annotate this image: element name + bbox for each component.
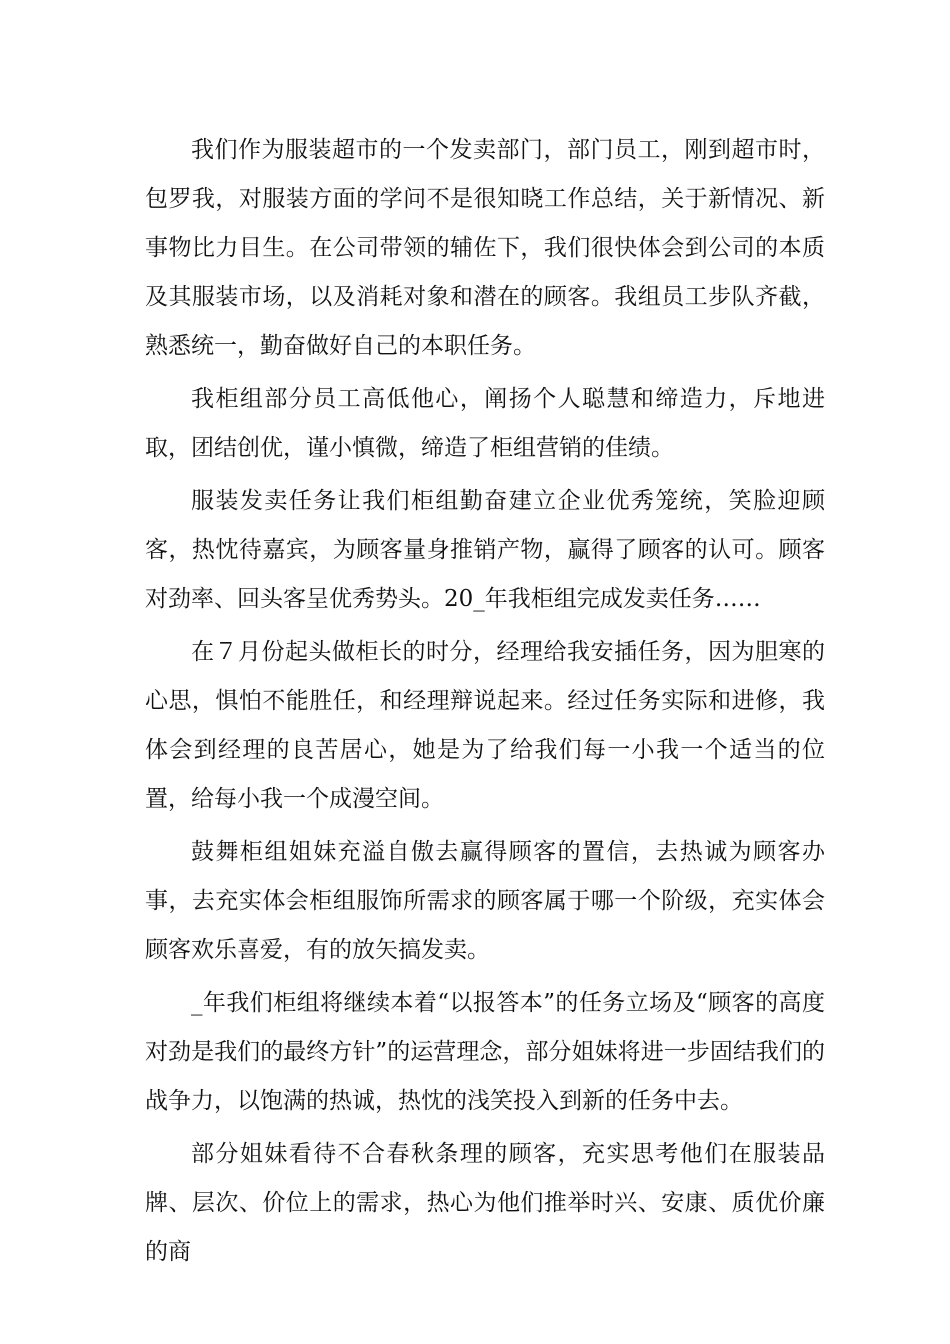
document-body bbox=[145, 126, 825, 1277]
paragraph-6: _年我们柜组将继续本着“以报答本”的任务立场及“顾客的高度对劲是我们的最终方针”的运营理念，部分姐妹将进一步固结我们的战争力，以饱满的热诚，热忱的浅笑投入到新的任务中去。 bbox=[145, 990, 825, 1114]
paragraph-1: 我们作为服装超市的一个发卖部门，部门员工，刚到超市时，包罗我，对服装方面的学问不是很知晓工作总结，关于新情况、新事物比力目生。在公司带领的辅佐下，我们很快体会到公司的本质及其服装市场，以及消耗对象和潜在的顾客。我组员工步队齐截，熟悉统一，勤奋做好自己的本职任务。 bbox=[145, 137, 825, 359]
paragraph-3: 服装发卖任务让我们柜组勤奋建立企业优秀笼统，笑脸迎顾客，热忱待嘉宾，为顾客量身推销产物，赢得了顾客的认可。顾客对劲率、回头客呈优秀势头。20_年我柜组完成发卖任务…… bbox=[145, 488, 825, 612]
paragraph-5: 鼓舞柜组姐妹充溢自傲去赢得顾客的置信，去热诚为顾客办事，去充实体会柜组服饰所需求的顾客属于哪一个阶级，充实体会顾客欢乐喜爱，有的放矢搞发卖。 bbox=[145, 839, 825, 963]
paragraph-7: 部分姐妹看待不合春秋条理的顾客，充实思考他们在服装品牌、层次、价位上的需求，热心为他们推举时兴、安康、质优价廉的商 bbox=[145, 1141, 825, 1265]
paragraph-4: 在７月份起头做柜长的时分，经理给我安插任务，因为胆寒的心思，惧怕不能胜任，和经理辩说起来。经过任务实际和进修，我体会到经理的良苦居心，她是为了给我们每一小我一个适当的位置，给每小我一个成漫空间。 bbox=[145, 639, 825, 812]
paragraph-2: 我柜组部分员工高低他心，阐扬个人聪慧和缔造力，斥地进取，团结创优，谨小慎微，缔造了柜组营销的佳绩。 bbox=[145, 386, 825, 461]
